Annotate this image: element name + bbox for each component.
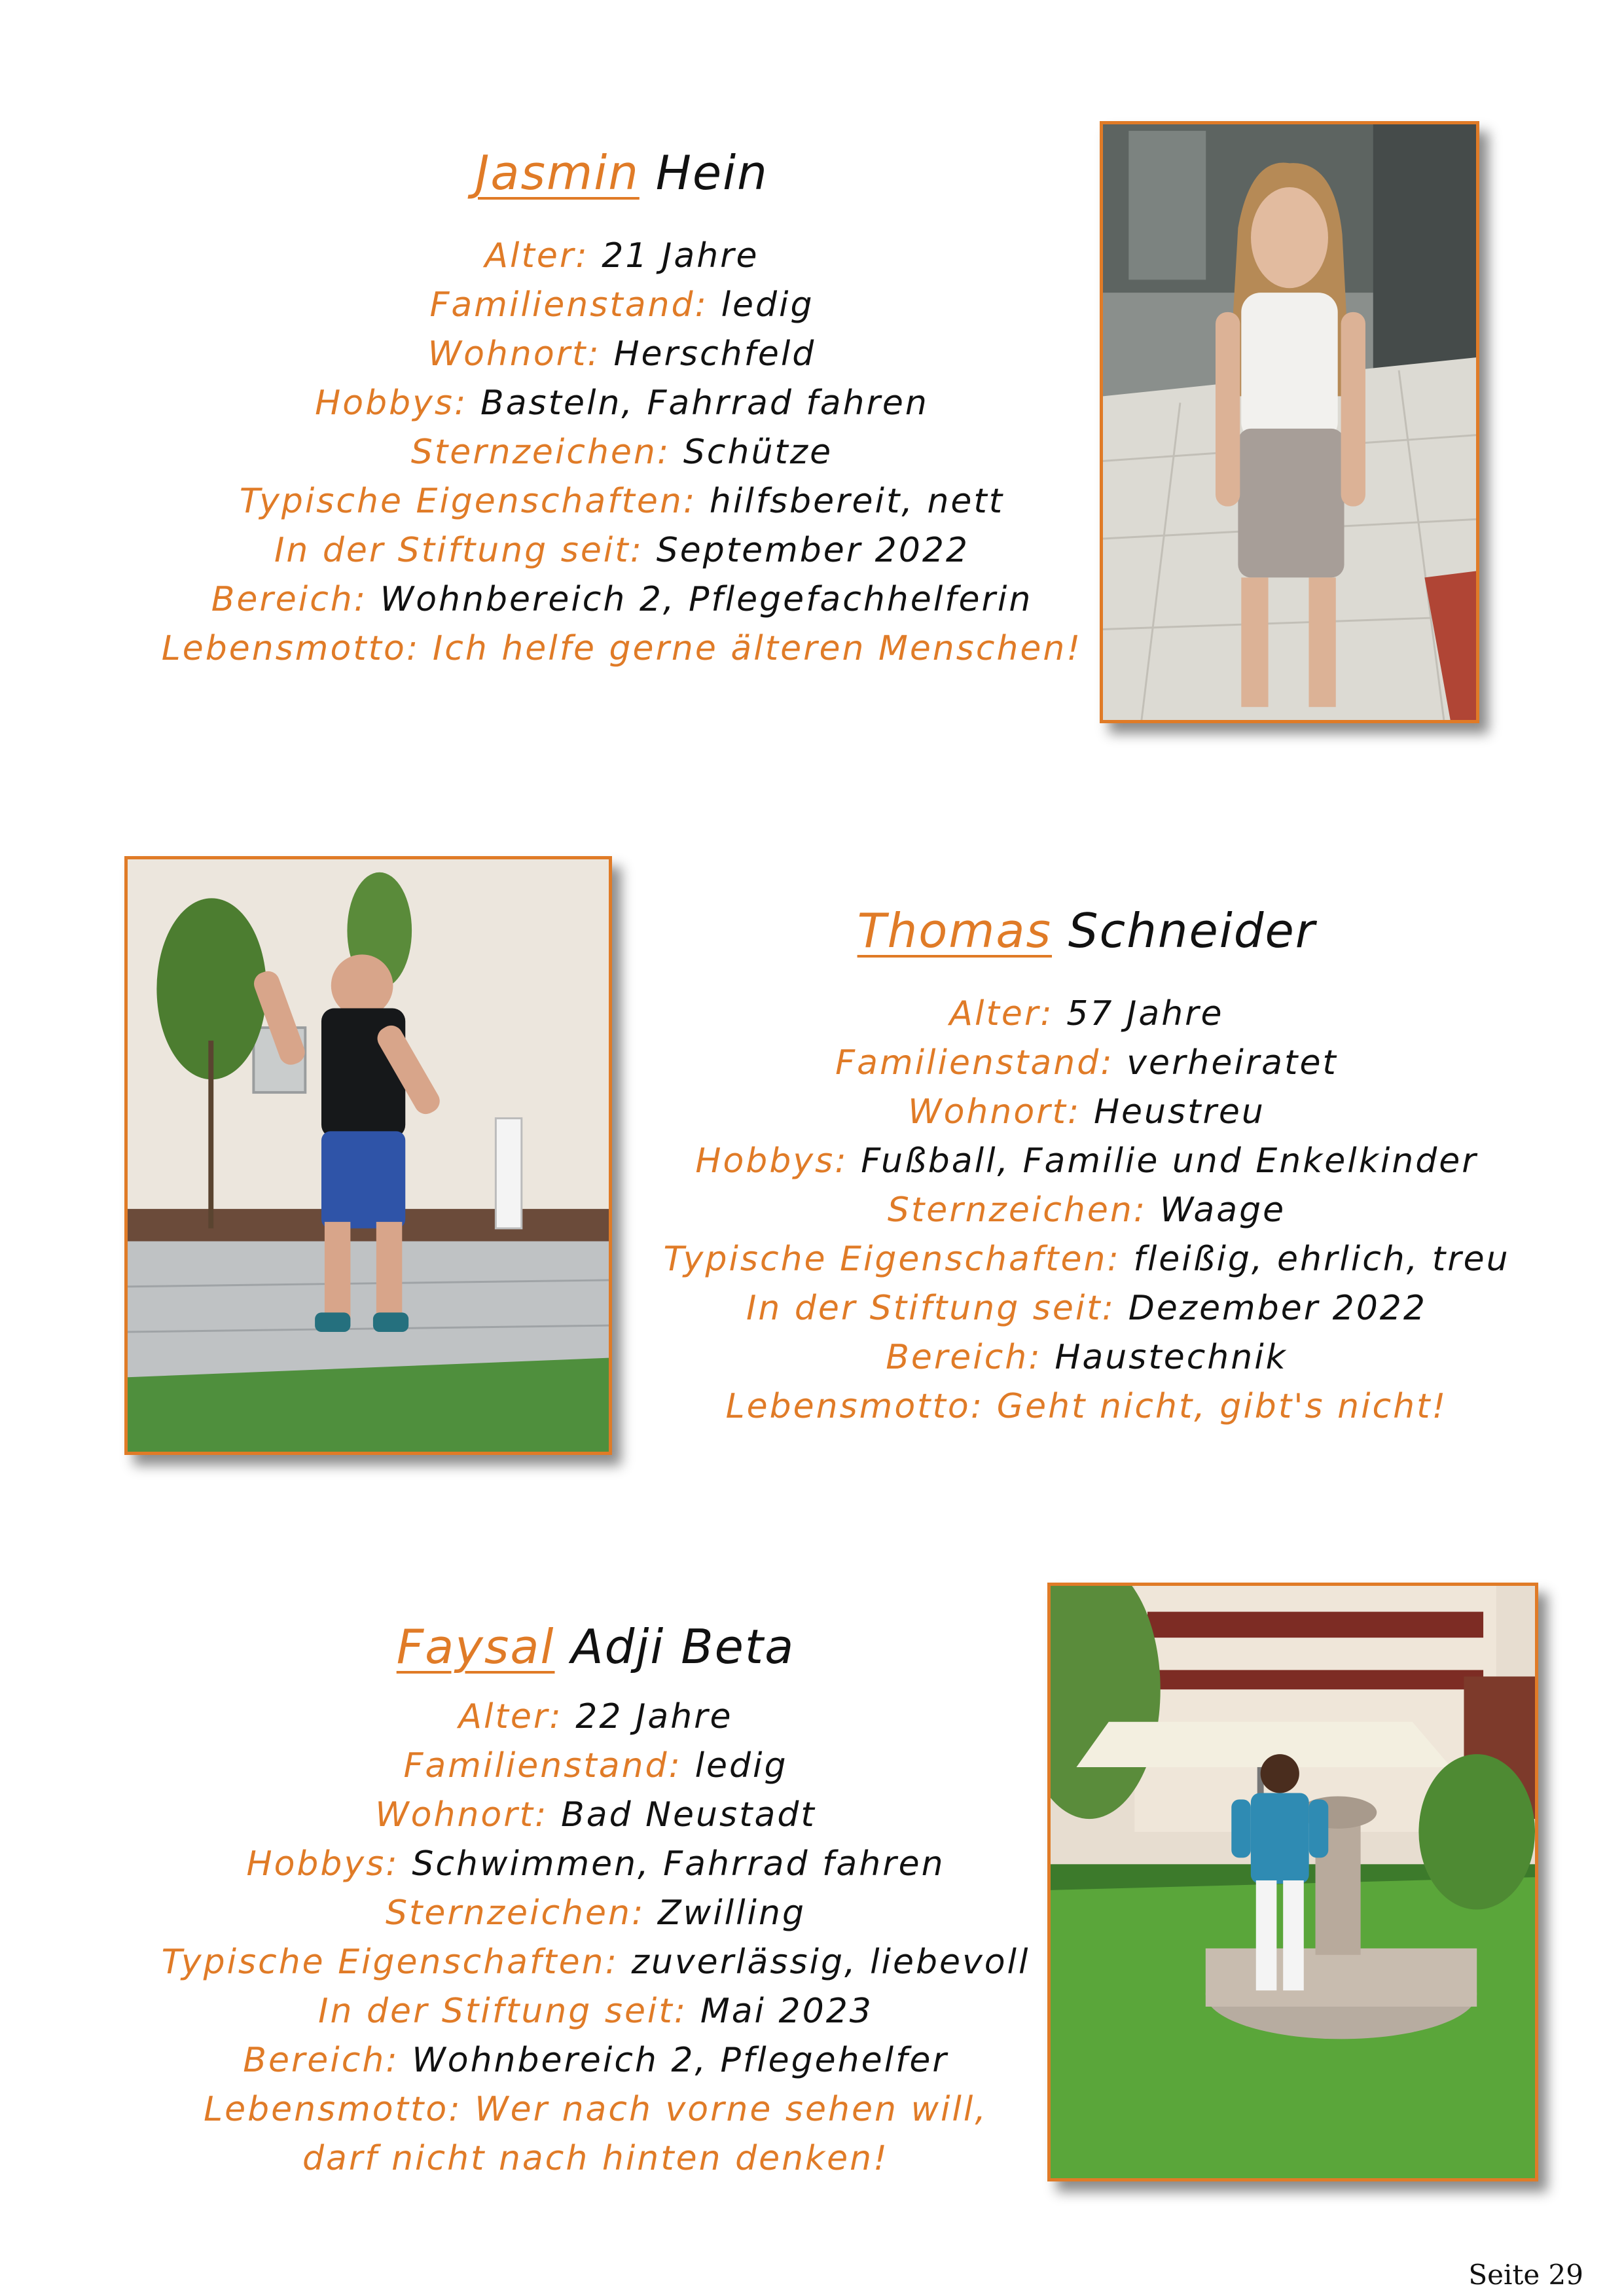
zodiac-line — [157, 428, 1087, 477]
residence-line — [157, 330, 1087, 379]
zodiac-line — [151, 1889, 1041, 1938]
photo-thomas — [124, 856, 612, 1455]
traits-label: Typische Eigenschaften: — [663, 1240, 1121, 1280]
photo-jasmin-image — [1103, 124, 1476, 720]
traits-value: fleißig, ehrlich, treu — [1133, 1240, 1510, 1280]
first-name: Thomas — [857, 903, 1053, 958]
since-label: In der Stiftung seit: — [318, 1992, 688, 2032]
residence-line — [628, 1088, 1545, 1137]
hobbies-label: Hobbys: — [246, 1844, 399, 1884]
traits-line — [157, 477, 1087, 526]
since-label: In der Stiftung seit: — [746, 1289, 1116, 1329]
area-label: Bereich: — [243, 2041, 399, 2081]
residence-value: Herschfeld — [613, 334, 816, 374]
motto-line-2: darf nicht nach hinten denken! — [302, 2139, 889, 2179]
last-name: Schneider — [1068, 903, 1316, 958]
traits-value: hilfsbereit, nett — [709, 482, 1005, 522]
profile-name — [628, 905, 1545, 957]
zodiac-value: Zwilling — [658, 1893, 806, 1933]
area-value: Wohnbereich 2, Pflegehelfer — [412, 2041, 948, 2081]
residence-line — [151, 1791, 1041, 1840]
hobbies-line — [151, 1840, 1041, 1889]
photo-faysal — [1047, 1583, 1538, 2181]
age-line — [151, 1693, 1041, 1742]
area-line — [157, 575, 1087, 624]
since-value: September 2022 — [656, 531, 969, 571]
hobbies-line — [628, 1137, 1545, 1186]
residence-label: Wohnort: — [375, 1795, 549, 1835]
status-label: Familienstand: — [429, 285, 709, 325]
age-label: Alter: — [458, 1697, 563, 1737]
residence-label: Wohnort: — [908, 1092, 1081, 1132]
zodiac-label: Sternzeichen: — [887, 1191, 1147, 1230]
photo-faysal-image — [1051, 1586, 1535, 2178]
profile-name — [157, 147, 1087, 199]
since-line — [157, 526, 1087, 575]
photo-thomas-image — [128, 859, 609, 1452]
status-value: ledig — [695, 1746, 788, 1786]
age-value: 57 Jahre — [1066, 994, 1224, 1034]
area-label: Bereich: — [211, 580, 368, 620]
photo-jasmin — [1100, 121, 1479, 723]
first-name: Faysal — [396, 1619, 555, 1674]
since-line — [628, 1284, 1545, 1333]
zodiac-label: Sternzeichen: — [410, 433, 671, 473]
residence-value: Heustreu — [1093, 1092, 1265, 1132]
zodiac-value: Waage — [1159, 1191, 1286, 1230]
hobbies-value: Basteln, Fahrrad fahren — [480, 384, 929, 423]
traits-value: zuverlässig, liebevoll — [631, 1943, 1030, 1982]
status-label: Familienstand: — [835, 1043, 1114, 1083]
hobbies-label: Hobbys: — [695, 1141, 848, 1181]
age-label: Alter: — [949, 994, 1054, 1034]
profile-jasmin — [157, 147, 1087, 673]
since-label: In der Stiftung seit: — [274, 531, 644, 571]
area-value: Wohnbereich 2, Pflegefachhelferin — [380, 580, 1033, 620]
motto-line: Lebensmotto: Geht nicht, gibt's nicht! — [725, 1387, 1448, 1427]
residence-label: Wohnort: — [427, 334, 601, 374]
traits-label: Typische Eigenschaften: — [239, 482, 697, 522]
motto-line-1: Lebensmotto: Wer nach vorne sehen will, — [204, 2090, 988, 2130]
area-label: Bereich: — [886, 1338, 1042, 1378]
age-line — [157, 232, 1087, 281]
status-line — [628, 1039, 1545, 1088]
zodiac-line — [628, 1186, 1545, 1235]
age-label: Alter: — [484, 236, 589, 276]
motto-line: Lebensmotto: Ich helfe gerne älteren Menschen! — [161, 629, 1083, 669]
since-value: Mai 2023 — [700, 1992, 873, 2032]
age-value: 21 Jahre — [602, 236, 759, 276]
status-value: ledig — [721, 285, 814, 325]
zodiac-value: Schütze — [683, 433, 833, 473]
status-value: verheiratet — [1127, 1043, 1338, 1083]
status-label: Familienstand: — [403, 1746, 683, 1786]
area-line — [628, 1333, 1545, 1382]
zodiac-label: Sternzeichen: — [386, 1893, 645, 1933]
since-line — [151, 1987, 1041, 2036]
hobbies-line — [157, 379, 1087, 428]
profile-name — [151, 1621, 1041, 1673]
status-line — [157, 281, 1087, 330]
age-value: 22 Jahre — [575, 1697, 733, 1737]
page-number: Seite 29 — [1468, 2259, 1583, 2291]
area-value: Haustechnik — [1055, 1338, 1288, 1378]
traits-line — [628, 1235, 1545, 1284]
hobbies-value: Schwimmen, Fahrrad fahren — [412, 1844, 945, 1884]
age-line — [628, 990, 1545, 1039]
status-line — [151, 1742, 1041, 1791]
profile-thomas — [628, 905, 1545, 1431]
residence-value: Bad Neustadt — [561, 1795, 816, 1835]
profile-faysal — [151, 1621, 1041, 2183]
hobbies-value: Fußball, Familie und Enkelkinder — [861, 1141, 1478, 1181]
first-name: Jasmin — [475, 145, 640, 200]
traits-label: Typische Eigenschaften: — [161, 1943, 619, 1982]
since-value: Dezember 2022 — [1128, 1289, 1427, 1329]
area-line — [151, 2036, 1041, 2085]
last-name: Adji Beta — [571, 1619, 795, 1674]
last-name: Hein — [655, 145, 768, 200]
traits-line — [151, 1938, 1041, 1987]
hobbies-label: Hobbys: — [315, 384, 468, 423]
